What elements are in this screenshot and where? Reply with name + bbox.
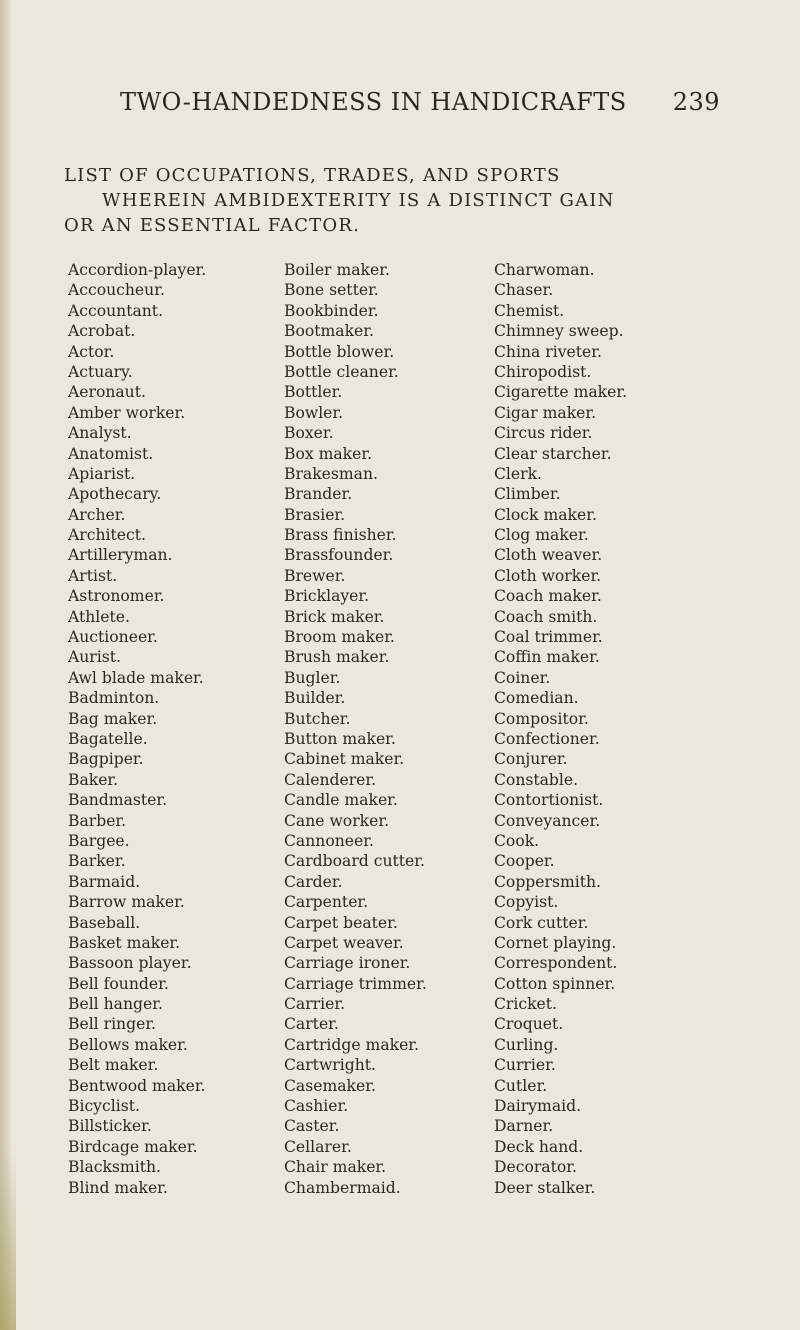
occupation-entry: Builder. xyxy=(284,689,346,708)
running-head-title: TWO-HANDEDNESS IN HANDICRAFTS xyxy=(120,88,627,116)
occupation-entry: Aurist. xyxy=(68,648,121,667)
occupation-entry: Barrow maker. xyxy=(68,893,185,912)
occupation-entry: Conveyancer. xyxy=(494,811,601,830)
occupation-entry: Contortionist. xyxy=(494,791,604,810)
occupation-entry: Copyist. xyxy=(494,893,559,912)
occupation-entry: Butcher. xyxy=(284,709,351,728)
occupation-entry: Bellows maker. xyxy=(68,1035,188,1054)
occupation-entry: Artilleryman. xyxy=(68,546,173,565)
occupation-entry: Brass finisher. xyxy=(284,526,397,545)
occupation-entry: Cartwright. xyxy=(284,1056,376,1075)
occupation-entry: Decorator. xyxy=(494,1158,577,1177)
occupation-entry: Analyst. xyxy=(68,424,132,443)
occupation-column-1 xyxy=(68,260,206,1198)
occupation-entry: Bag maker. xyxy=(68,709,158,728)
occupation-entry: Chaser. xyxy=(494,281,554,300)
occupation-entry: Confectioner. xyxy=(494,729,600,748)
occupation-entry: Cloth worker. xyxy=(494,566,602,585)
occupation-entry: Brander. xyxy=(284,485,353,504)
occupation-entry: Athlete. xyxy=(68,607,130,626)
occupation-entry: Bowler. xyxy=(284,403,344,422)
occupation-entry: Accordion-player. xyxy=(68,261,207,279)
occupation-entry: Cricket. xyxy=(494,995,558,1014)
occupation-entry: Bookbinder. xyxy=(284,301,379,320)
occupation-entry: Deer stalker. xyxy=(494,1178,596,1197)
occupation-entry: Chiropodist. xyxy=(494,362,592,381)
occupation-entry: Croquet. xyxy=(494,1015,564,1034)
occupation-entry: Bassoon player. xyxy=(68,954,192,973)
occupation-entry: Clog maker. xyxy=(494,526,589,545)
occupation-entry: Apiarist. xyxy=(68,464,136,483)
occupation-entry: Cigarette maker. xyxy=(494,383,628,402)
occupation-entry: China riveter. xyxy=(494,342,602,361)
occupation-entry: Brasier. xyxy=(284,505,346,524)
occupation-entry: Carpenter. xyxy=(284,893,369,912)
occupation-entry: Birdcage maker. xyxy=(68,1137,198,1156)
occupation-entry: Architect. xyxy=(68,526,146,545)
occupation-entry: Deck hand. xyxy=(494,1137,584,1156)
occupation-entry: Accoucheur. xyxy=(68,281,165,300)
occupation-entry: Cannoneer. xyxy=(284,831,374,850)
occupation-entry: Bugler. xyxy=(284,668,341,687)
occupation-entry: Baseball. xyxy=(68,913,141,932)
occupation-entry: Clock maker. xyxy=(494,505,597,524)
occupation-entry: Belt maker. xyxy=(68,1056,159,1075)
list-heading-line-2: WHEREIN AMBIDEXTERITY IS A DISTINCT GAIN xyxy=(102,190,615,211)
occupation-entry: Comedian. xyxy=(494,689,579,708)
occupation-entry: Badminton. xyxy=(68,689,160,708)
occupation-entry: Calenderer. xyxy=(284,770,377,789)
occupation-entry: Astronomer. xyxy=(68,587,165,606)
occupation-entry: Box maker. xyxy=(284,444,373,463)
occupation-entry: Clear starcher. xyxy=(494,444,612,463)
occupation-entry: Archer. xyxy=(68,505,126,524)
occupation-entry: Conjurer. xyxy=(494,750,568,769)
occupation-entry: Chambermaid. xyxy=(284,1178,401,1197)
occupation-entry: Climber. xyxy=(494,485,561,504)
occupation-entry: Cigar maker. xyxy=(494,403,597,422)
occupation-entry: Cardboard cutter. xyxy=(284,852,425,871)
occupation-entry: Bottle blower. xyxy=(284,342,395,361)
occupation-entry: Dairymaid. xyxy=(494,1097,582,1116)
occupation-column-3 xyxy=(494,260,627,1198)
occupation-entry: Circus rider. xyxy=(494,424,593,443)
occupation-entry: Auctioneer. xyxy=(68,628,158,647)
occupation-entry: Bell hanger. xyxy=(68,995,163,1014)
occupation-entry: Coppersmith. xyxy=(494,872,602,891)
occupation-entry: Carter. xyxy=(284,1015,339,1034)
occupation-entry: Cellarer. xyxy=(284,1137,352,1156)
occupation-entry: Amber worker. xyxy=(68,403,186,422)
occupation-entry: Candle maker. xyxy=(284,791,398,810)
occupation-entry: Cook. xyxy=(494,831,540,850)
occupation-entry: Bagatelle. xyxy=(68,729,148,748)
occupation-entry: Coach smith. xyxy=(494,607,598,626)
occupation-entry: Bentwood maker. xyxy=(68,1076,206,1095)
occupation-entry: Bell ringer. xyxy=(68,1015,157,1034)
occupation-entry: Cane worker. xyxy=(284,811,390,830)
occupation-entry: Chair maker. xyxy=(284,1158,387,1177)
occupation-entry: Charwoman. xyxy=(494,261,595,279)
occupation-entry: Baker. xyxy=(68,770,119,789)
occupation-entry: Bricklayer. xyxy=(284,587,370,606)
occupation-entry: Brewer. xyxy=(284,566,346,585)
occupation-entry: Brick maker. xyxy=(284,607,385,626)
occupation-entry: Carder. xyxy=(284,872,343,891)
occupation-entry: Constable. xyxy=(494,770,579,789)
occupation-entry: Cooper. xyxy=(494,852,555,871)
occupation-entry: Brush maker. xyxy=(284,648,390,667)
occupation-entry: Accountant. xyxy=(68,301,164,320)
occupation-entry: Casemaker. xyxy=(284,1076,376,1095)
occupation-column-2 xyxy=(284,260,427,1198)
occupation-entry: Cutler. xyxy=(494,1076,548,1095)
occupation-entry: Carpet weaver. xyxy=(284,933,404,952)
occupation-entry: Awl blade maker. xyxy=(68,668,204,687)
occupation-entry: Cashier. xyxy=(284,1097,349,1116)
occupation-entry: Bicyclist. xyxy=(68,1097,140,1116)
occupation-entry: Bell founder. xyxy=(68,974,169,993)
list-heading xyxy=(64,163,734,238)
list-heading-line-1: LIST OF OCCUPATIONS, TRADES, AND SPORTS xyxy=(64,165,561,186)
occupation-entry: Anatomist. xyxy=(68,444,154,463)
occupation-entry: Barmaid. xyxy=(68,872,141,891)
occupation-entry: Artist. xyxy=(68,566,118,585)
running-head xyxy=(120,88,720,116)
occupation-entry: Aeronaut. xyxy=(68,383,146,402)
occupation-entry: Boiler maker. xyxy=(284,261,390,279)
occupation-entry: Apothecary. xyxy=(68,485,162,504)
occupation-entry: Bagpiper. xyxy=(68,750,144,769)
occupation-entry: Actor. xyxy=(68,342,115,361)
occupation-entry: Correspondent. xyxy=(494,954,618,973)
list-heading-line-3: OR AN ESSENTIAL FACTOR. xyxy=(64,215,361,236)
page-edge-stain xyxy=(0,1150,16,1330)
occupation-entry: Basket maker. xyxy=(68,933,181,952)
occupation-entry: Coal trimmer. xyxy=(494,628,603,647)
occupation-entry: Curling. xyxy=(494,1035,559,1054)
occupation-entry: Blind maker. xyxy=(68,1178,168,1197)
occupation-entry: Blacksmith. xyxy=(68,1158,161,1177)
occupation-entry: Barber. xyxy=(68,811,127,830)
occupation-entry: Cabinet maker. xyxy=(284,750,405,769)
occupation-entry: Carpet beater. xyxy=(284,913,398,932)
occupation-entry: Cartridge maker. xyxy=(284,1035,419,1054)
occupation-entry: Broom maker. xyxy=(284,628,395,647)
occupation-entry: Actuary. xyxy=(68,362,133,381)
occupation-entry: Carriage ironer. xyxy=(284,954,411,973)
occupation-entry: Darner. xyxy=(494,1117,554,1136)
occupation-entry: Boxer. xyxy=(284,424,334,443)
occupation-entry: Bottler. xyxy=(284,383,343,402)
occupation-entry: Cork cutter. xyxy=(494,913,589,932)
occupation-entry: Acrobat. xyxy=(68,322,136,341)
occupation-entry: Compositor. xyxy=(494,709,589,728)
occupation-entry: Clerk. xyxy=(494,464,543,483)
occupation-entry: Barker. xyxy=(68,852,126,871)
occupation-entry: Brakesman. xyxy=(284,464,378,483)
occupation-entry: Currier. xyxy=(494,1056,556,1075)
occupation-entry: Bandmaster. xyxy=(68,791,168,810)
occupation-entry: Chimney sweep. xyxy=(494,322,624,341)
occupation-entry: Caster. xyxy=(284,1117,340,1136)
occupation-entry: Bottle cleaner. xyxy=(284,362,399,381)
page-number: 239 xyxy=(672,88,720,116)
occupation-entry: Brassfounder. xyxy=(284,546,394,565)
occupation-entry: Bone setter. xyxy=(284,281,379,300)
occupation-entry: Cotton spinner. xyxy=(494,974,616,993)
occupation-entry: Carriage trimmer. xyxy=(284,974,427,993)
occupation-entry: Carrier. xyxy=(284,995,346,1014)
occupation-entry: Cornet playing. xyxy=(494,933,617,952)
occupation-entry: Coach maker. xyxy=(494,587,602,606)
occupation-entry: Button maker. xyxy=(284,729,396,748)
occupation-entry: Bargee. xyxy=(68,831,130,850)
occupation-entry: Bootmaker. xyxy=(284,322,374,341)
page-gutter-shadow xyxy=(0,0,12,1330)
occupation-entry: Chemist. xyxy=(494,301,565,320)
occupation-entry: Coffin maker. xyxy=(494,648,600,667)
occupation-entry: Coiner. xyxy=(494,668,551,687)
occupation-entry: Billsticker. xyxy=(68,1117,152,1136)
occupation-entry: Cloth weaver. xyxy=(494,546,603,565)
